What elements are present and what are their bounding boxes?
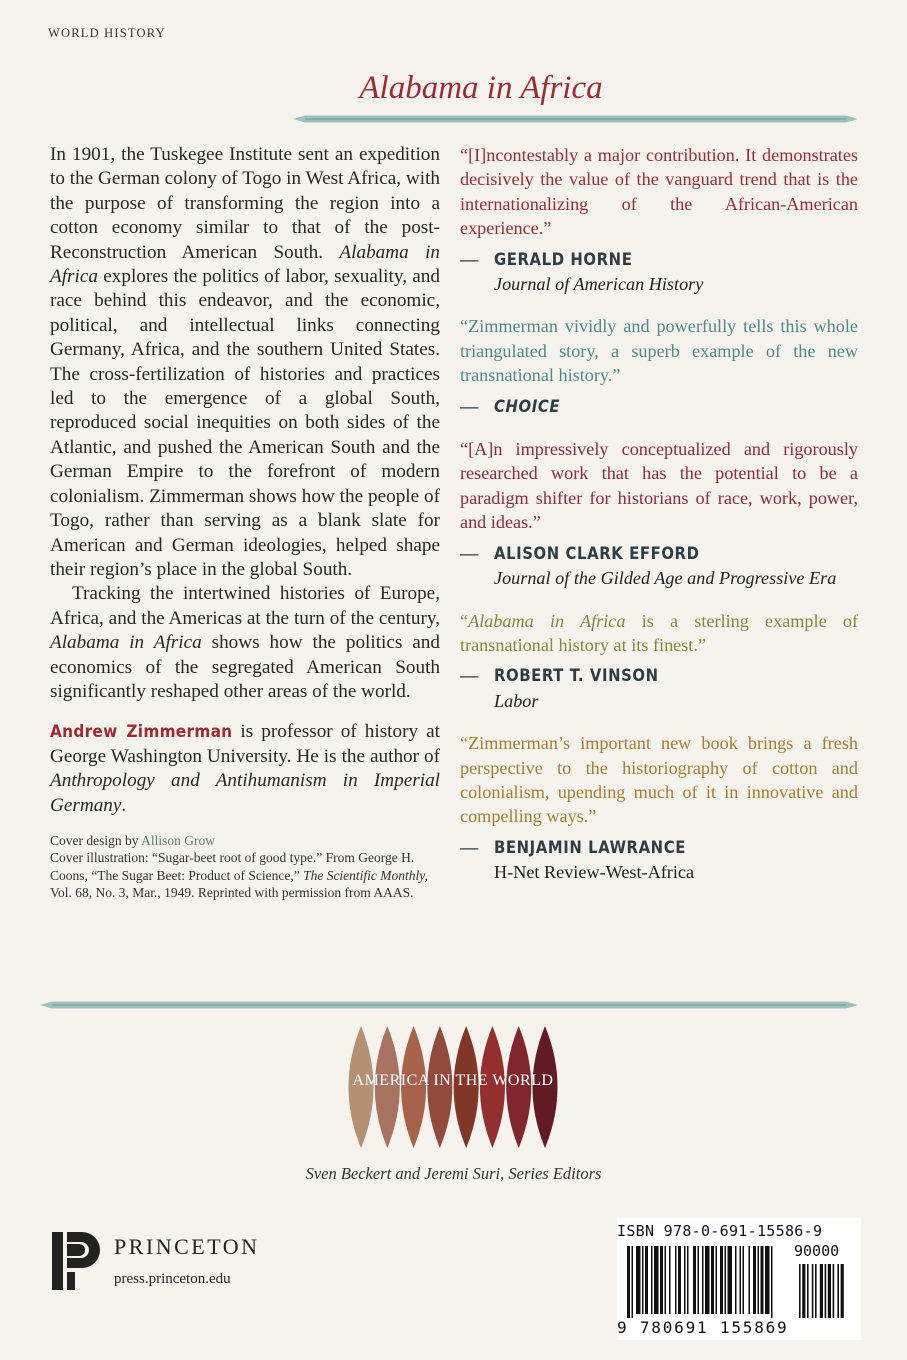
book-title-inline: Alabama in Africa	[50, 241, 440, 288]
ean-number: 9 780691 155869	[617, 1318, 789, 1337]
review-quote: “[I]ncontestably a major contribution. It demonstrates decisively the value of the vanguard trend that is the internationalizing of the African-American experience.”	[460, 145, 858, 239]
description-paragraph-1: In 1901, the Tuskegee Institute sent an expedition to the German colony of Togo in West Africa, with the purpose of transforming the region into a cotton economy similar to that of the post-Reconstruction American South. Alabama in Africa explores the politics of labor, sexuality, and race behind this endeavor, and the economic, political, and intellectual links connecting Germany, Africa, and the southern United States. The cross-fertilization of histories and practices led to the emergence of a global South, reproduced social inequities on both sides of the Atlantic, and pushed the American South and the German Empire to the forefront of modern colonialism. Zimmerman shows how the people of Togo, rather than serving as a blank slate for American and German ideologies, helped shape their region’s place in the global South.	[50, 144, 440, 580]
publisher-block	[50, 1230, 350, 1300]
cover-credits: Cover design by Allison Grow Cover illustration: “Sugar-beet root of good type.” From George H. Coons, “The Sugar Beet: Product of Science,” The Scientific Monthly, Vol. 68, No. 3, Mar., 1949. Reprinted with permission from AAAS.	[50, 832, 428, 901]
book-title: Alabama in Africa	[359, 70, 603, 106]
barcode-graphic	[617, 1244, 861, 1322]
review-item: “[I]ncontestably a major contribution. It demonstrates decisively the value of the vanguard trend that is the internationalizing of the African-American experience.” — GERALD HORNE Journal of American History	[460, 143, 858, 296]
review-source: H-Net Review-West-Africa	[494, 862, 695, 883]
review-item: “Zimmerman vividly and powerfully tells this whole triangulated story, a superb example of the new transnational history.” — CHOICE	[460, 316, 858, 416]
review-quote: “Zimmerman’s important new book brings a fresh perspective to the historiography of cotton and colonialism, upending much of it in innovative and compelling ways.”	[460, 733, 858, 827]
barcode-block	[617, 1218, 861, 1340]
author-name: Andrew Zimmerman	[50, 722, 233, 743]
isbn-text: ISBN 978-0-691-15586-9	[617, 1222, 823, 1240]
bottom-rule	[40, 998, 858, 1012]
designer-name: Allison Grow	[141, 832, 215, 848]
review-quote: “Alabama in Africa is a sterling example of transnational history at its finest.”	[460, 610, 859, 655]
author-book: Anthropology and Antihumanism in Imperial Germany	[50, 770, 440, 816]
review-item: “Zimmerman’s important new book brings a fresh perspective to the historiography of cotton and colonialism, upending much of it in innovative and compelling ways.” — BENJAMIN LAWRANCE H-Net Review-West-Africa	[460, 731, 858, 884]
description-paragraph-2: Tracking the intertwined histories of Europe, Africa, and the Americas at the turn of the century, Alabama in Africa shows how the politics and economics of the segregated American South significantly reshaped other areas of the world.	[50, 583, 440, 702]
reviewer-name: GERALD HORNE	[494, 249, 633, 269]
reviewer-name: ROBERT T. VINSON	[494, 666, 659, 686]
reviews-column	[460, 143, 858, 903]
review-quote: “Zimmerman vividly and powerfully tells this whole triangulated story, a superb example of the new transnational history.”	[460, 316, 858, 386]
review-source: Labor	[494, 690, 539, 711]
reviewer-name: BENJAMIN LAWRANCE	[494, 837, 686, 857]
series-name: AMERICA IN THE WORLD	[352, 1072, 554, 1089]
review-item: “Alabama in Africa is a sterling example of transnational history at its finest.” — ROBERT T. VINSON Labor	[460, 609, 858, 714]
description-column	[50, 143, 440, 902]
review-quote: “[A]n impressively conceptualized and rigorously researched work that has the potential to be a paradigm shifter for historians of race, work, power, and ideas.”	[460, 439, 858, 533]
review-source: Journal of American History	[494, 274, 704, 295]
series-editors: Sven Beckert and Jeremi Suri, Series Editors	[305, 1164, 602, 1183]
book-title-inline: Alabama in Africa	[50, 632, 202, 654]
reviewer-name: CHOICE	[494, 396, 561, 416]
title-rule	[293, 112, 858, 126]
publisher-name: PRINCETON	[114, 1234, 260, 1259]
reviewer-name: ALISON CLARK EFFORD	[494, 543, 700, 563]
princeton-logo-icon	[50, 1230, 106, 1292]
publisher-url[interactable]: press.princeton.edu	[114, 1271, 231, 1287]
review-item: “[A]n impressively conceptualized and rigorously researched work that has the potential to be a paradigm shifter for historians of race, work, power, and ideas.” — ALISON CLARK EFFORD Journal of the Gilded Age and Progressive Era	[460, 437, 858, 590]
category-label: WORLD HISTORY	[48, 26, 166, 40]
author-bio: Andrew Zimmerman is professor of history at George Washington University. He is the author of Anthropology and Antihumanism in Imperial Germany.	[50, 721, 440, 816]
price-addon-text: 90000	[794, 1242, 840, 1260]
review-source: Journal of the Gilded Age and Progressive Era	[494, 568, 837, 589]
